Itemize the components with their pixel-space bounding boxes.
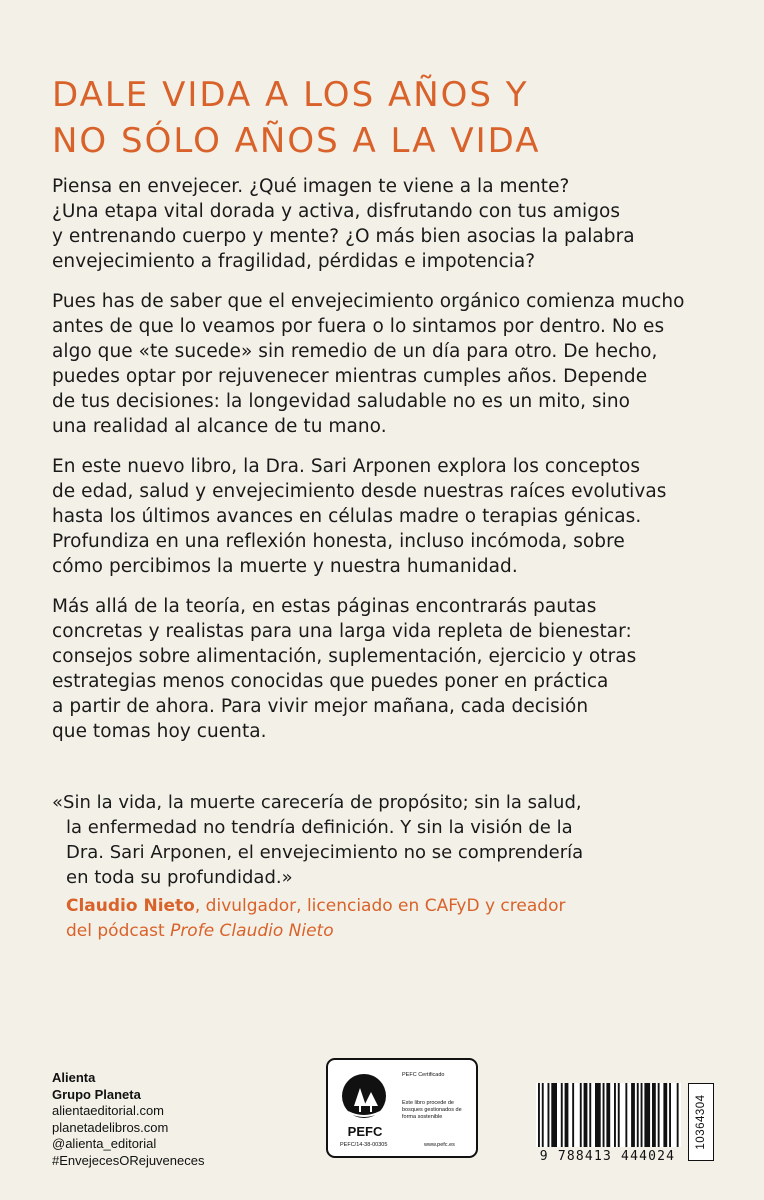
barcode-bar — [538, 1083, 540, 1147]
text-line: estrategias menos conocidas que puedes poner en práctica — [52, 671, 609, 692]
text-line: de tus decisiones: la longevidad saludable no es un mito, sino — [52, 391, 630, 412]
barcode-bar — [551, 1083, 557, 1147]
paragraph-3 — [52, 454, 732, 579]
attribution-line-1 — [66, 894, 746, 919]
barcode-bar — [580, 1083, 582, 1147]
barcode-bar — [677, 1083, 679, 1147]
barcode-bar — [669, 1083, 671, 1147]
barcode-bar — [631, 1083, 635, 1147]
barcode-bar — [658, 1083, 660, 1147]
text-line: envejecimiento a fragilidad, pérdidas e impotencia? — [52, 251, 536, 272]
pefc-statement: Este libro procede de bosques gestionados de forma sostenible — [402, 1100, 462, 1120]
quote-attribution — [66, 894, 746, 944]
barcode-bar — [644, 1083, 650, 1147]
attribution-text: del pódcast — [66, 921, 171, 941]
text-line: hasta los últimos avances en células madre o terapias génicas. — [52, 506, 642, 527]
quote-line: en toda su profundidad.» — [66, 867, 293, 888]
author-name: Claudio Nieto — [66, 896, 195, 916]
quote-line: Dra. Sari Arponen, el envejecimiento no se comprendería — [66, 842, 584, 863]
barcode-bar — [589, 1083, 591, 1147]
social-handle: @alienta_editorial — [52, 1136, 157, 1151]
barcode-bar — [603, 1083, 605, 1147]
text-line: ¿Una etapa vital dorada y activa, disfrutando con tus amigos — [52, 201, 621, 222]
barcode-bar — [542, 1083, 544, 1147]
text-line: cómo percibimos la muerte y nuestra humanidad. — [52, 556, 518, 577]
barcode-bar — [572, 1083, 574, 1147]
group-name: Grupo Planeta — [52, 1086, 141, 1102]
pefc-url: www.pefc.es — [424, 1142, 455, 1148]
isbn-barcode — [536, 1083, 681, 1147]
barcode-bar — [565, 1083, 569, 1147]
testimonial-quote — [52, 790, 732, 890]
barcode-bar — [618, 1083, 620, 1147]
attribution-line-2 — [66, 919, 746, 944]
imprint-name: Alienta — [52, 1070, 96, 1085]
pefc-brand: PEFC — [347, 1124, 383, 1139]
barcode-bar — [637, 1083, 639, 1147]
barcode-bar — [652, 1083, 656, 1147]
side-code: 10364304 — [695, 1094, 707, 1150]
text-line: consejos sobre alimentación, suplementación, ejercicio y otras — [52, 646, 637, 667]
hashtag: #EnvejecesORejuveneces — [52, 1152, 205, 1168]
pefc-certification-badge — [326, 1058, 478, 1158]
text-line: concretas y realistas para una larga vida repleta de bienestar: — [52, 621, 632, 642]
group-website: planetadelibros.com — [52, 1119, 169, 1135]
pefc-tree-logo-icon — [340, 1072, 388, 1124]
text-line: En este nuevo libro, la Dra. Sari Arponen explora los conceptos — [52, 456, 641, 477]
text-line: que tomas hoy cuenta. — [52, 721, 267, 742]
quote-line: la enfermedad no tendría definición. Y sin la visión de la — [66, 817, 573, 838]
title-line-2: NO SÓLO AÑOS A LA VIDA — [52, 121, 541, 161]
text-line: puedes optar por rejuvenecer mientras cumples años. Depende — [52, 366, 648, 387]
barcode-bar — [663, 1083, 667, 1147]
barcode-bar — [584, 1083, 588, 1147]
text-line: antes de que lo veamos por fuera o lo sintamos por dentro. No es — [52, 316, 665, 337]
text-line: una realidad al alcance de tu mano. — [52, 416, 387, 437]
quote-line: «Sin la vida, la muerte carecería de propósito; sin la salud, — [52, 792, 582, 813]
text-line: Profundiza en una reflexión honesta, incluso incómoda, sobre — [52, 531, 625, 552]
pefc-code: PEFC/14-38-00305 — [340, 1142, 388, 1148]
barcode-bar — [561, 1083, 563, 1147]
isbn-number: 9 788413 444024 — [539, 1149, 676, 1164]
book-title — [52, 72, 732, 164]
barcode-bar — [548, 1083, 550, 1147]
text-line: a partir de ahora. Para vivir mejor mañana, cada decisión — [52, 696, 589, 717]
barcode-bar — [614, 1083, 616, 1147]
publisher-website: alientaeditorial.com — [52, 1103, 165, 1118]
synopsis — [52, 174, 732, 759]
paragraph-1 — [52, 174, 732, 274]
title-line-1: DALE VIDA A LOS AÑOS Y — [52, 75, 529, 115]
text-line: Más allá de la teoría, en estas páginas encontrarás pautas — [52, 596, 597, 617]
text-line: de edad, salud y envejecimiento desde nuestras raíces evolutivas — [52, 481, 667, 502]
barcode-bar — [641, 1083, 643, 1147]
paragraph-4 — [52, 594, 732, 744]
pefc-certified: PEFC Certificado — [402, 1072, 445, 1078]
text-line: Piensa en envejecer. ¿Qué imagen te viene a la mente? — [52, 176, 570, 197]
side-code-box — [688, 1083, 714, 1161]
publisher-info — [52, 1070, 204, 1169]
barcode-bar — [595, 1083, 601, 1147]
paragraph-2 — [52, 289, 732, 439]
barcode-bar — [606, 1083, 610, 1147]
barcode-bars — [536, 1083, 681, 1147]
text-line: Pues has de saber que el envejecimiento orgánico comienza mucho — [52, 291, 685, 312]
barcode-bar — [625, 1083, 627, 1147]
podcast-name: Profe Claudio Nieto — [170, 921, 334, 941]
text-line: y entrenando cuerpo y mente? ¿O más bien asocias la palabra — [52, 226, 635, 247]
text-line: algo que «te sucede» sin remedio de un día para otro. De hecho, — [52, 341, 658, 362]
attribution-text: , divulgador, licenciado en CAFyD y creador — [194, 896, 566, 916]
